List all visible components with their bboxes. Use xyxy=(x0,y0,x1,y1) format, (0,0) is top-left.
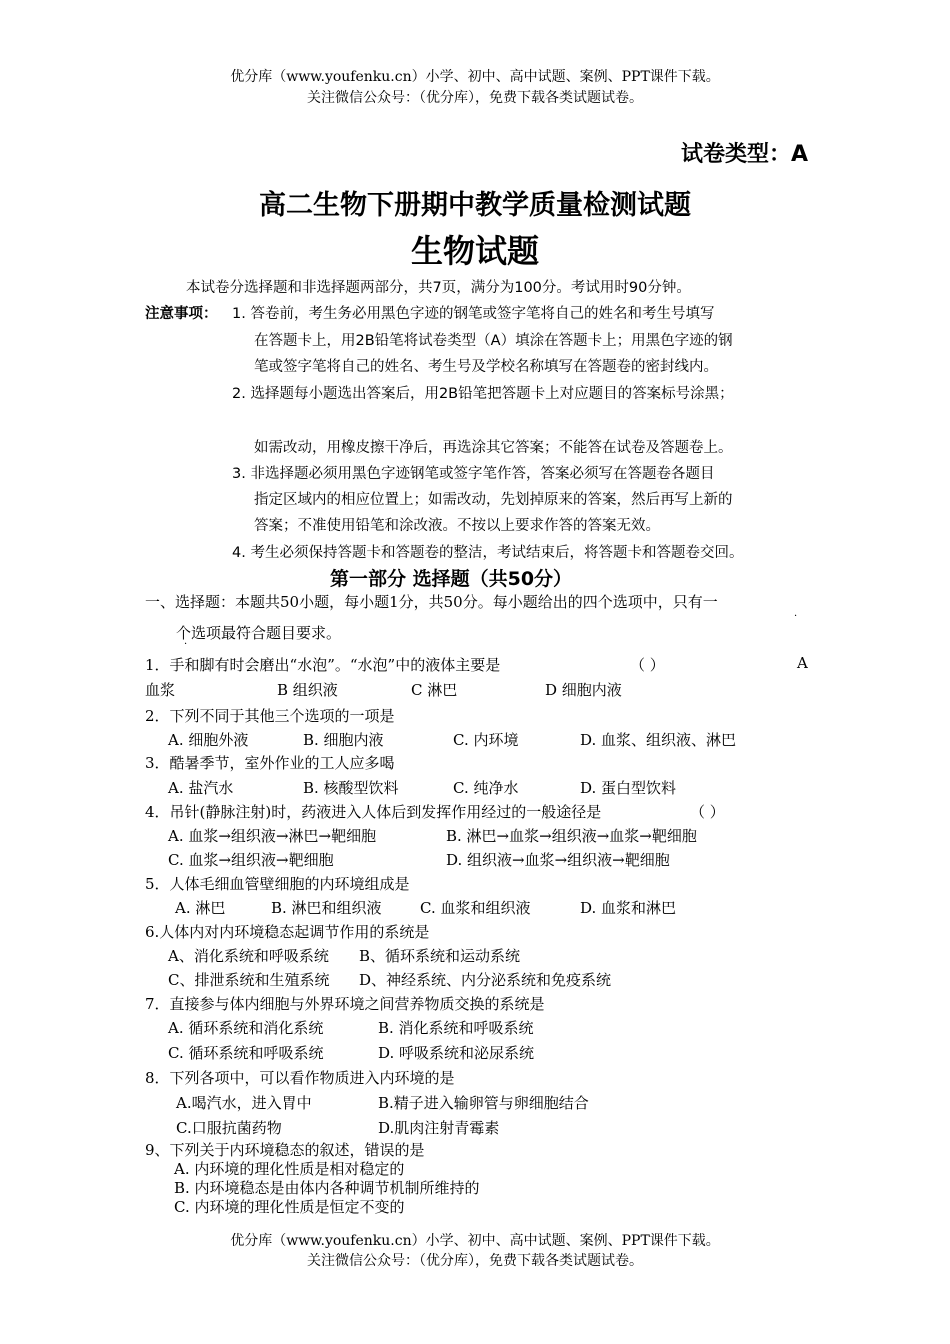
q2-option-b: B. 细胞内液 xyxy=(303,731,384,749)
q1-option-b: B 组织液 xyxy=(277,681,338,699)
q1-option-c: C 淋巴 xyxy=(411,681,458,699)
note-3-line-2: 指定区域内的相应位置上；如需改动，先划掉原来的答案，然后再写上新的 xyxy=(254,492,733,508)
part1-heading: 第一部分 选择题（共50分） xyxy=(330,568,573,590)
intro-text: 本试卷分选择题和非选择题两部分，共7页，满分为100分。考试用时90分钟。 xyxy=(186,280,691,296)
q9-stem: 9、下列关于内环境稳态的叙述，错误的是 xyxy=(145,1141,425,1159)
note-1-line-2: 在答题卡上，用2B铅笔将试卷类型（A）填涂在答题卡上；用黑色字迹的钢 xyxy=(254,333,733,349)
q2-stem: 2．下列不同于其他三个选项的一项是 xyxy=(145,707,395,725)
q1-option-a-letter: A xyxy=(797,654,808,672)
q8-stem: 8．下列各项中，可以看作物质进入内环境的是 xyxy=(145,1069,455,1087)
footer-line-1: 优分库（www.youfenku.cn）小学、初中、高中试题、案例、PPT课件下载。 xyxy=(230,1233,720,1249)
q4-option-d: D. 组织液→血浆→组织液→靶细胞 xyxy=(446,851,670,869)
note-3-line-1: 3. 非选择题必须用黑色字迹钢笔或签字笔作答，答案必须写在答题卷各题目 xyxy=(232,466,715,482)
q8-option-d: D.肌肉注射青霉素 xyxy=(378,1119,500,1137)
q6-option-a: A、消化系统和呼吸系统 xyxy=(168,947,329,965)
q4-option-a: A. 血浆→组织液→淋巴→靶细胞 xyxy=(168,827,377,845)
q4-option-c: C. 血浆→组织液→靶细胞 xyxy=(168,851,334,869)
q4-option-b: B. 淋巴→血浆→组织液→血浆→靶细胞 xyxy=(446,827,697,845)
q7-stem: 7．直接参与体内细胞与外界环境之间营养物质交换的系统是 xyxy=(145,995,545,1013)
q3-option-b: B. 核酸型饮料 xyxy=(303,779,399,797)
exam-type: 试卷类型：A xyxy=(680,142,808,167)
q8-option-a: A.喝汽水，进入胃中 xyxy=(176,1094,312,1112)
q2-option-a: A. 细胞外液 xyxy=(168,731,249,749)
q1-stem: 1．手和脚有时会磨出“水泡”。“水泡”中的液体主要是 xyxy=(145,656,501,674)
note-2-line-1: 2. 选择题每小题选出答案后，用2B铅笔把答题卡上对应题目的答案标号涂黑； xyxy=(232,386,734,402)
note-4: 4. 考生必须保持答题卡和答题卷的整洁，考试结束后，将答题卡和答题卷交回。 xyxy=(232,545,744,561)
q9-option-a: A. 内环境的理化性质是相对稳定的 xyxy=(174,1160,405,1178)
q8-option-c: C.口服抗菌药物 xyxy=(176,1119,282,1137)
q6-option-b: B、循环系统和运动系统 xyxy=(359,947,521,965)
q2-option-d: D. 血浆、组织液、淋巴 xyxy=(580,731,737,749)
footer-line-2: 关注微信公众号：（优分库），免费下载各类试题试卷。 xyxy=(307,1253,643,1269)
q9-option-c: C. 内环境的理化性质是恒定不变的 xyxy=(174,1198,405,1216)
emphasis-dot: · xyxy=(794,611,798,622)
page-title: 高二生物下册期中教学质量检测试题 xyxy=(259,190,691,221)
q2-option-c: C. 内环境 xyxy=(453,731,519,749)
q1-option-a: 血浆 xyxy=(145,681,176,699)
header-line-1: 优分库（www.youfenku.cn）小学、初中、高中试题、案例、PPT课件下载。 xyxy=(230,69,720,85)
q3-option-c: C. 纯净水 xyxy=(453,779,519,797)
q5-stem: 5．人体毛细血管壁细胞的内环境组成是 xyxy=(145,875,410,893)
q1-option-d: D 细胞内液 xyxy=(545,681,622,699)
header-line-2: 关注微信公众号：（优分库），免费下载各类试题试卷。 xyxy=(307,90,643,106)
q7-option-c: C. 循环系统和呼吸系统 xyxy=(168,1044,324,1062)
q7-option-b: B. 消化系统和呼吸系统 xyxy=(378,1019,534,1037)
q3-option-a: A. 盐汽水 xyxy=(168,779,234,797)
note-1-line-3: 笔或签字笔将自己的姓名、考生号及学校名称填写在答题卷的密封线内。 xyxy=(254,359,718,375)
note-2-line-2: 如需改动，用橡皮擦干净后，再选涂其它答案；不能答在试卷及答题卷上。 xyxy=(254,440,733,456)
note-1-line-1: 1. 答卷前，考生务必用黑色字迹的钢笔或签字笔将自己的姓名和考生号填写 xyxy=(232,306,715,322)
q4-stem: 4．吊针(静脉注射)时，药液进入人体后到发挥作用经过的一般途径是 xyxy=(145,803,602,821)
q5-option-a: A. 淋巴 xyxy=(175,899,226,917)
q6-stem: 6.人体内对内环境稳态起调节作用的系统是 xyxy=(145,923,430,941)
note-3-line-3: 答案；不准使用铅笔和涂改液。不按以上要求作答的答案无效。 xyxy=(254,518,660,534)
q5-option-d: D. 血浆和淋巴 xyxy=(580,899,677,917)
q5-option-c: C. 血浆和组织液 xyxy=(420,899,531,917)
q7-option-d: D. 呼吸系统和泌尿系统 xyxy=(378,1044,535,1062)
part1-instruction-1: 一、选择题：本题共50小题，每小题1分，共50分。每小题给出的四个选项中，只有一 xyxy=(145,593,718,611)
part1-instruction-2: 个选项最符合题目要求。 xyxy=(176,624,342,642)
q3-option-d: D. 蛋白型饮料 xyxy=(580,779,677,797)
notes-label: 注意事项： xyxy=(145,306,218,322)
q3-stem: 3．酷暑季节，室外作业的工人应多喝 xyxy=(145,754,395,772)
q8-option-b: B.精子进入输卵管与卵细胞结合 xyxy=(378,1094,589,1112)
q9-option-b: B. 内环境稳态是由体内各种调节机制所维持的 xyxy=(174,1179,480,1197)
q4-answer-paren: （ ） xyxy=(690,803,725,821)
q6-option-c: C、排泄系统和生殖系统 xyxy=(168,971,330,989)
q6-option-d: D、神经系统、内分泌系统和免疫系统 xyxy=(359,971,612,989)
emphasis-dot: · xyxy=(184,639,188,650)
q5-option-b: B. 淋巴和组织液 xyxy=(271,899,382,917)
q7-option-a: A. 循环系统和消化系统 xyxy=(168,1019,324,1037)
page-subtitle: 生物试题 xyxy=(410,232,539,270)
q1-answer-paren: （ ） xyxy=(630,656,665,674)
